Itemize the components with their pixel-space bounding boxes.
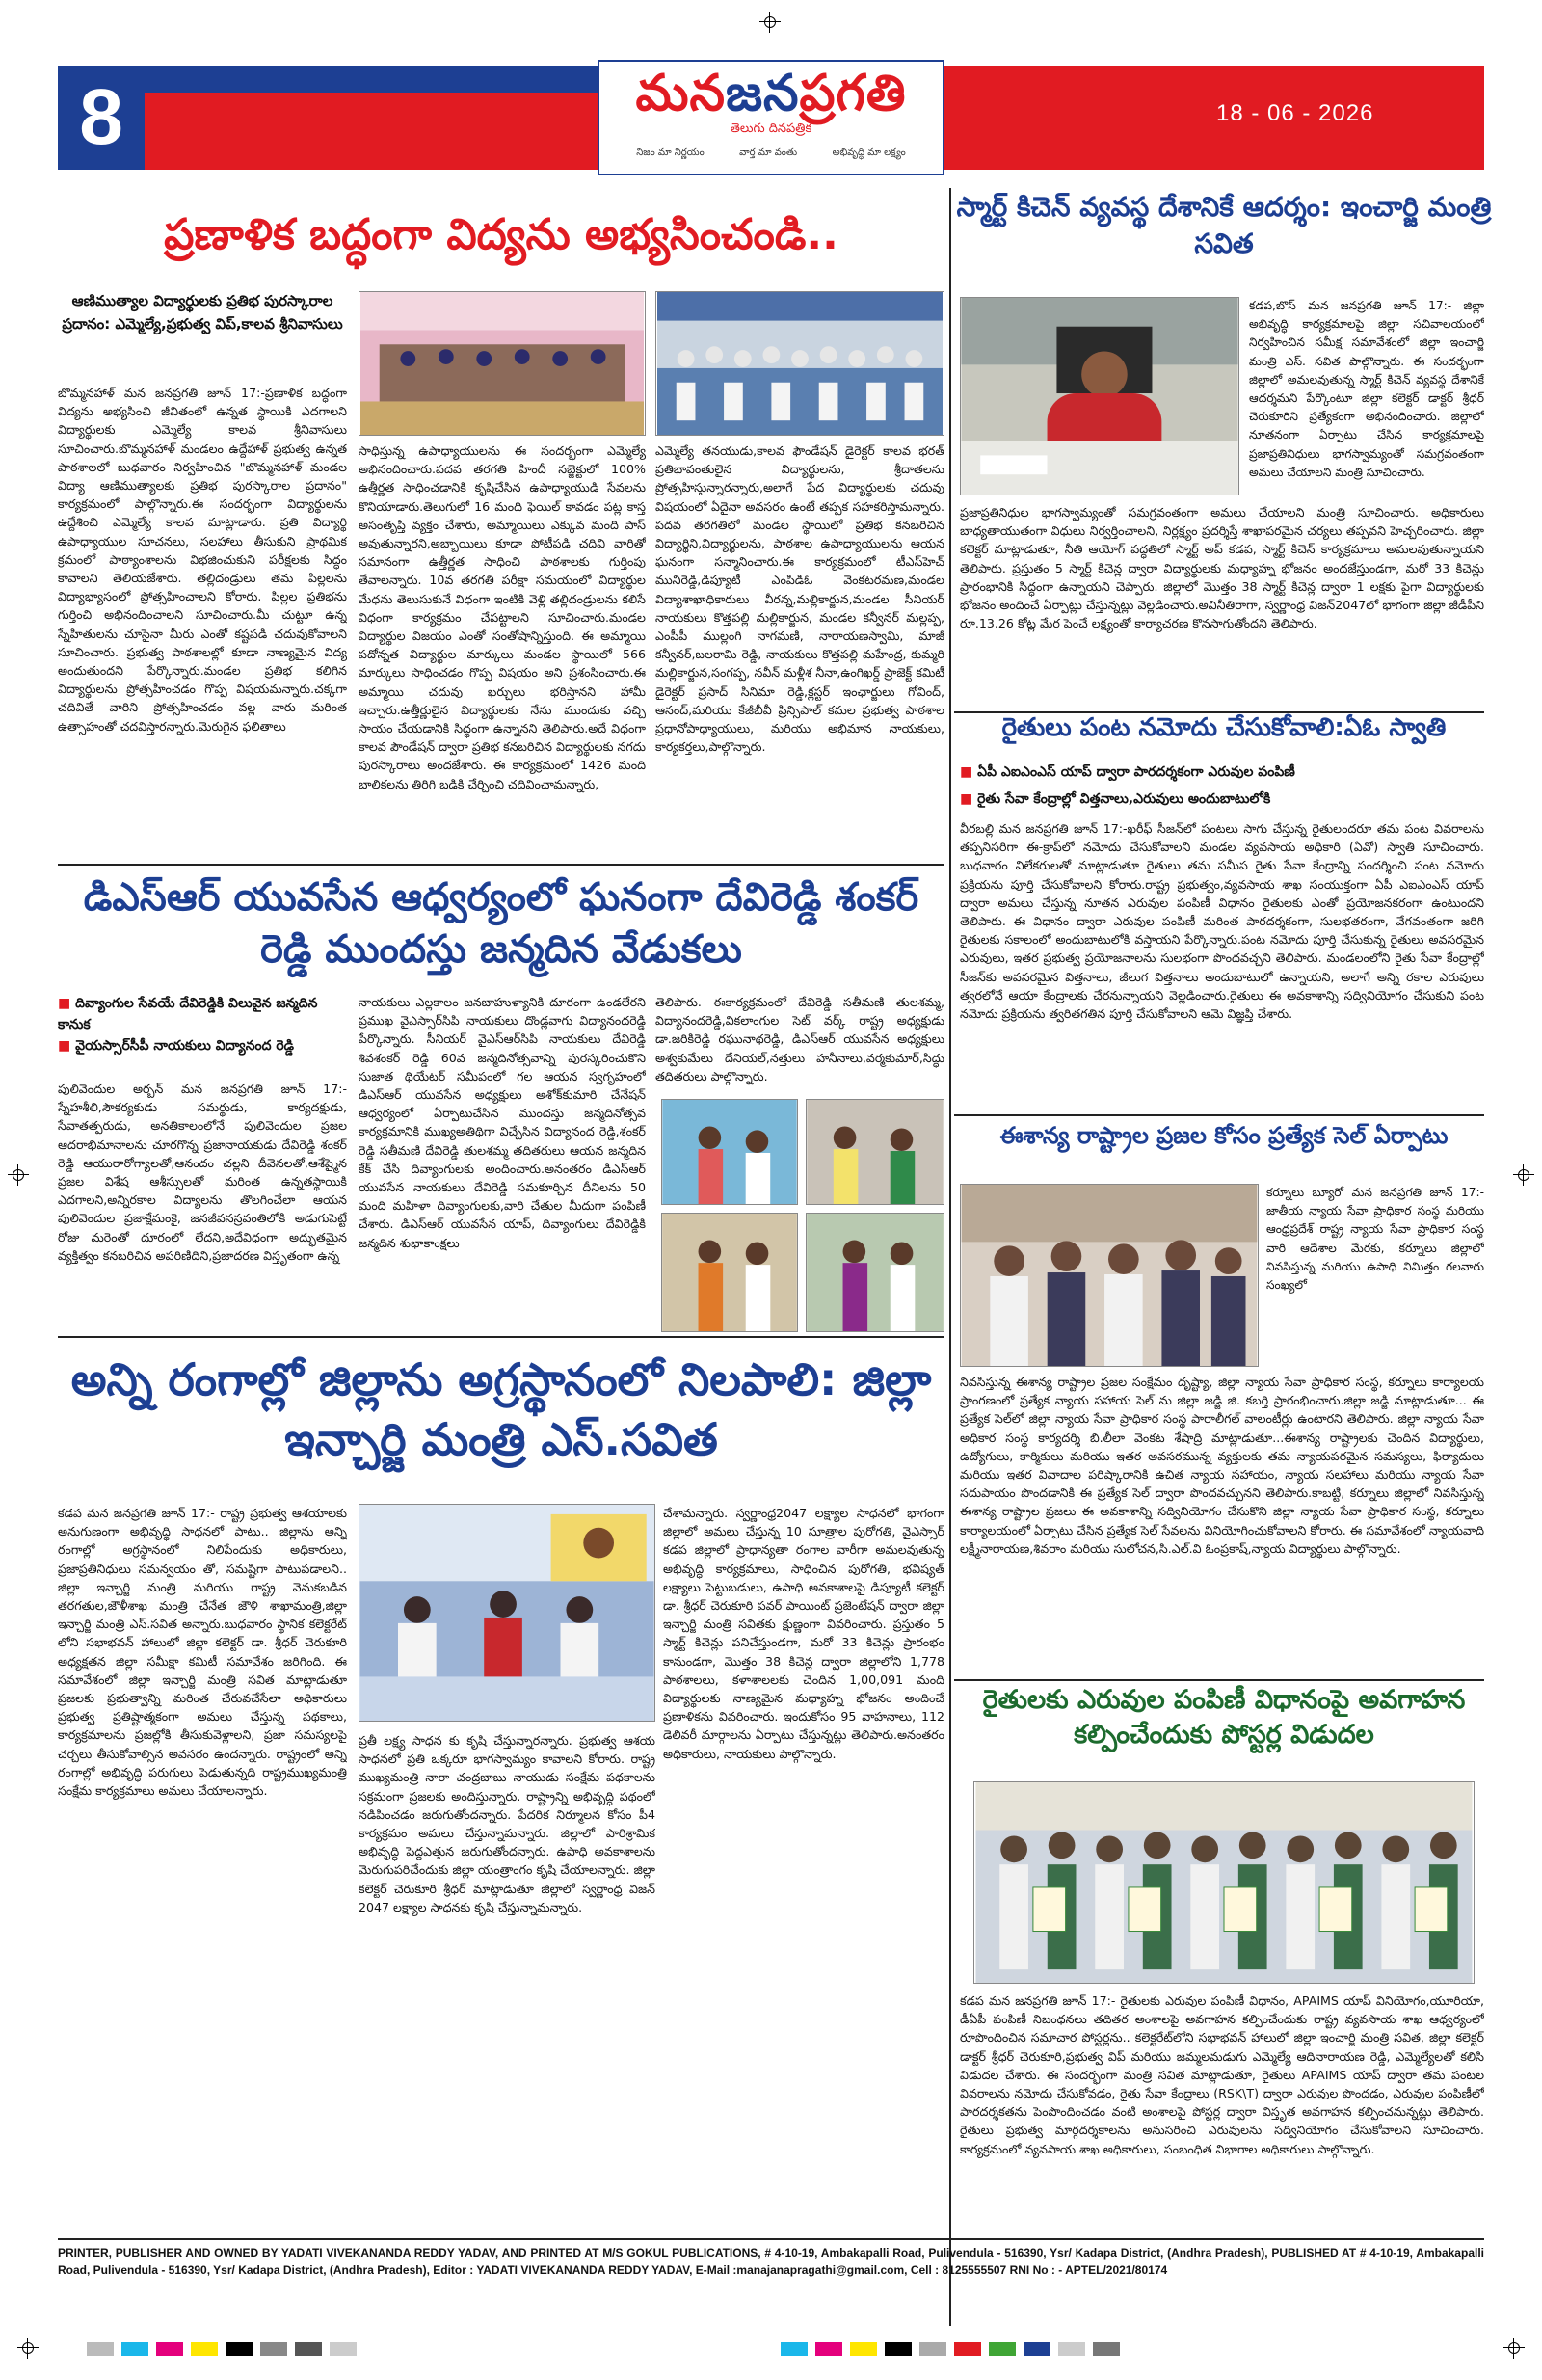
registration-mark: [1513, 1164, 1534, 1186]
article-6-column-2: ప్రతీ లక్ష్య సాధన కు కృషి చేస్తున్నారన్నారు. ప్రభుత్వ ఆశయ సాధనలో ప్రతి ఒక్కరూ భాగస్వామ్యం కావాలని కోరారు. రాష్ట్ర ముఖ్యమంత్రి నారా చంద్రబాబు నాయుడు సంక్షేమ పథకాలను సక్రమంగా ప్రజలకు అందిస్తున్నారు. రాష్ట్రాన్ని అభివృద్ధి పథంలో నడిపించడం జరుగుతోందన్నారు. పేదరిక నిర్మూలన కోసం పీ4 కార్యక్రమం అమలు చేస్తున్నామన్నారు. జిల్లాలో పారిశ్రామిక అభివృద్ధి పెద్దఎత్తున జరుగుతోందన్నారు. ఉపాధి అవకాశాలను మెరుగుపరిచేందుకు జిల్లా యంత్రాంగం కృషి చేయాలన్నారు. జిల్లా కలెక్టర్ చెరుకూరి శ్రీధర్ మాట్లాడుతూ జిల్లాలో స్వర్ణాంధ్ర విజన్ 2047 లక్ష్యాల సాధనకు కృషి చేస్తున్నామన్నారు.: [359, 1733, 655, 1914]
article-divider: [954, 1679, 1484, 1681]
article-6-headline[interactable]: అన్ని రంగాల్లో జిల్లాను అగ్రస్థానంలో నిలపాలి: జిల్లా ఇన్చార్జి మంత్రి ఎస్.సవిత: [70, 1353, 932, 1466]
article-6-column-3: చేశామన్నారు. స్వర్ణాంధ్ర2047 లక్ష్యాల సాధనలో భాగంగా జిల్లాలో అమలు చేస్తున్న 10 సూత్రాల పురోగతి, వైఎస్సార్ కడప జిల్లాలో ప్రాధాన్యతా రంగాల వారీగా అమలవుతున్న అభివృద్ధి కార్యక్రమాలు, సాధించిన పురోగతి, భవిష్యత్ లక్ష్యాలు పెట్టుబడులు, ఉపాధి అవకాశాలపై డిప్యూటీ కలెక్టర్ డా. శ్రీధర్ చెరుకూరి పవర్ పాయింట్ ప్రజెంటేషన్ ద్వారా జిల్లా ఇన్చార్జి మంత్రి సవితకు క్షుణ్ణంగా వివరించారు. ప్రస్తుతం 5 స్మార్ట్ కిచెన్లు పనిచేస్తుండగా, మరో 33 కిచెన్లు ప్రారంభం కానుండగా, మొత్తం 38 కిచెన్ల ద్వారా జిల్లాలోని 1,778 పాఠశాలలు, కళాశాలలకు చెందిన 1,00,091 మంది విద్యార్థులకు నాణ్యమైన మధ్యాహ్న భోజనం అందించే ప్రణాళికను వివరించారు. ఇందుకోసం 95 వాహనాలు, 112 డెలివరీ మార్గాలను ఏర్పాటు చేస్తున్నట్లు తెలిపారు.అనంతరం అధికారులు, నాయకులు పాల్గొన్నారు.: [663, 1506, 944, 1761]
article-4-photo-4: [806, 1213, 944, 1332]
article-7-body: కడప మన జనప్రగతి జూన్ 17:- రైతులకు ఎరువుల పంపిణీ విధానం, APAIMS యాప్ వినియోగం,యూరియా, డీఏపీ పంపిణీ నిబంధనలు తదితర అంశాలపై అవగాహన కల్పించేందుకు రాష్ట్ర వ్యవసాయ శాఖ ఆధ్వర్యంలో రూపొందించిన సమాచార పోస్టర్లను.. కలెక్టరేట్‌లోని సభాభవన్ హాలులో జిల్లా ఇంచార్జి మంత్రి సవిత, జిల్లా కలెక్టర్ డాక్టర్ శ్రీధర్ చెరుకూరి,ప్రభుత్వ విప్ మరియు జమ్మలమడుగు ఎమ్మెల్యే ఆదినారాయణ రెడ్డి, ఎమ్మెల్యేలతో కలిసి విడుదల చేశారు. ఈ సందర్భంగా మంత్రి సవిత మాట్లాడుతూ, రైతులు APAIMS యాప్ ద్వారా తమ పంటల వివరాలను నమోదు చేసుకోవడం, రైతు సేవా కేంద్రాలు (RSK\T) ద్వారా ఎరువుల పొందడం, ఎరువుల పంపిణీలో పారదర్శకతను పెంపొందించడం వంటి అంశాలపై పోస్టర్ల ద్వారా విస్తృత అవగాహన కల్పించనున్నట్లు తెలిపారు. రైతులు ప్రభుత్వ మార్గదర్శకాలను అనుసరించి ఎరువులను సద్వినియోగం చేసుకోవాలని సూచించారు. కార్యక్రమంలో వ్యవసాయ శాఖ అధికారులు, సంబంధిత విభాగాల అధికారులు పాల్గొన్నారు.: [960, 1993, 1484, 2156]
article-1-photo-2: [655, 291, 944, 436]
article-divider: [58, 1336, 944, 1338]
article-1-column-3: ఎమ్మెల్యే తనయుడు,కాలవ ఫౌండేషన్ డైరెక్టర్ కాలవ భరత్ ప్రతిభావంతులైన విద్యార్థులను, శ్రీదాతలను ప్రోత్సహిస్తున్నారన్నారు,అలాగే పేద విద్యార్థులకు చదువు విషయంలో ఏదైనా అవసరం ఉంటే తప్పక సహకరిస్తామన్నారు. పదవ తరగతిలో మండల స్థాయిలో ప్రతిభ కనబరిచిన విద్యార్థిని,విద్యార్థులను, పాఠశాల ఉపాధ్యాయులను ఆయన ఘనంగా సన్మానించారు.ఈ కార్యక్రమంలో టీఎస్‌హెచ్ మునిరెడ్డి,డిప్యూటీ ఎంపిడిఓ వెంకటరమణ,మండల విద్యాశాఖాధికారులు వీరన్న,మల్లికార్జున,మండల సీనియర్ నాయకులు కొత్తపల్లి మల్లికార్జున, మండల కన్వీనర్ మల్లప్ప, ఎంపీపీ ముల్లంగి నాగమణి, నారాయణస్వామి, మాజీ కన్వీనర్,బలరామి రెడ్డి, నాయకులు కొత్తపల్లి మహేంద్ర, కుమ్మరి మల్లికార్జున,సంగప్ప, నవీన్ మళ్లీశ నీనా,ఉంగిఖర్డ్ ప్రాజెక్ట్ కమిటీ డైరెక్టర్ ప్రసాద్ సినిమా రెడ్డి,క్లస్టర్ ఇంఛార్జులు గోవింద్, ఆనంద్,మరియు కేజీబీవీ ప్రిన్సిపాల్ కమల ప్రభుత్వ పాఠశాల ప్రధానోపాధ్యాయులు, మరియు అభిమాన నాయకులు, కార్యకర్తలు,పాల్గొన్నారు.: [655, 443, 944, 755]
newspaper-logo[interactable]: మనజనప్రగతి తెలుగు దినపత్రిక నిజం మా నిర్ణయం వార్త మా వంతు అభివృద్ధి మా లక్ష్యం: [598, 60, 944, 175]
article-2-body: ప్రజాప్రతినిధుల భాగస్వామ్యంతో సమగ్రవంతంగా అమలు చేయాలని మంత్రి సూచించారు. అధికారులు బాధ్యతాయుతంగా విధులు నిర్వర్తించాలని, నిర్లక్ష్యం ప్రదర్శిస్తే శాఖాపరమైన చర్యలు తప్పవని హెచ్చరించారు. జిల్లా కలెక్టర్ మాట్లాడుతూ, నీతి ఆయోగ్ పద్ధతిలో స్మార్ట్ అప్ కడప, స్మార్ట్ కిచెన్ కార్యక్రమాలు అమలవుతున్నాయని తెలిపారు. ప్రస్తుతం 5 స్మార్ట్ కిచెన్ల ద్వారా విద్యార్థులకు మధ్యాహ్న భోజనం అందజేస్తుండగా, మరో 33 కిచెన్లు ప్రారంభానికి సిద్ధంగా ఉన్నాయని చెప్పారు. జిల్లాలో మొత్తం 38 స్మార్ట్ కిచెన్ల ద్వారా 1 లక్షకు పైగా విద్యార్థులకు భోజనం అందించే ఏర్పాట్లు చేస్తున్నట్లు వెల్లడించారు.అవినీతిరాగా, స్వర్ణాంధ్ర విజన్2047లో భాగంగా జిల్లా జీడీపీని రూ.13.26 కోట్ల మేర పెంచే లక్ష్యంతో కార్యాచరణ కొనసాగుతోందని తెలిపారు.: [960, 505, 1484, 631]
registration-mark: [1503, 2338, 1525, 2359]
registration-mark: [8, 1164, 29, 1186]
article-1-photo-1: [359, 291, 646, 436]
page-number: 8: [58, 66, 145, 170]
article-4-headline[interactable]: డిఎస్ఆర్ యువసేన ఆధ్వర్యంలో ఘనంగా దేవిరెడ్డి శంకర్ రెడ్డి ముందస్తు జన్మదిన వేడుకలు: [83, 875, 919, 972]
masthead-band-left-red: [145, 93, 598, 170]
article-5-body: నివసిస్తున్న ఈశాన్య రాష్ట్రాల ప్రజల సంక్షేమం దృష్ట్యా, జిల్లా న్యాయ సేవా ప్రాధికార సంస్థ, కర్నూలు కార్యాలయ ప్రాంగణంలో ప్రత్యేక న్యాయ సహాయ సెల్ ను జిల్లా జడ్జి జి. కబర్తి ప్రారంభించారు.జిల్లా జడ్జి మాట్లాడుతూ... ఈ ప్రత్యేక సెల్‌లో జిల్లా న్యాయ సేవా ప్రాధికార సంస్థ పారాలీగల్ వాలంటీర్లు ఉంటారని తెలిపారు. జిల్లా న్యాయ సేవా అధికార సంస్థ కార్యదర్శి బి.లీలా వెంకట శేషాద్రి మాట్లాడుతూ...ఈశాన్య రాష్ట్రాలకు చెందిన విద్యార్థులు, ఉద్యోగులు, కార్మికులు మరియు ఇతర అవసరమున్న వ్యక్తులకు తమ న్యాయపరమైన సమస్యలు, ఫిర్యాదులు మరియు ఇతర వివాదాల పరిష్కారానికి ఉచిత న్యాయ సహాయం, న్యాయ సలహాలు మరియు న్యాయ సేవా సదుపాయం పొందడానికి ఈ ప్రత్యేక సెల్ ద్వారా పొందవచ్చునని తెలిపారు.కాబట్టి, కర్నూలు జిల్లాలో నివసిస్తున్న ఈశాన్య రాష్ట్రాల ప్రజలు ఈ అవకాశాన్ని సద్వినియోగం చేసుకొని జిల్లా న్యాయ సేవా ప్రాధికార సంస్థ, కర్నూలు కార్యాలయంలో ఏర్పాటు చేసిన ప్రత్యేక సెల్ సేవలను వినియోగించుకోవాలని కోరారు. ఈ సమావేశంలో న్యాయవాది లక్ష్మీనారాయణ,శివరాం మరియు సులోచన,సి.ఎల్.వి ఓంప్రకాష్,న్యాయ విద్యార్థులు పాల్గొన్నారు.: [960, 1375, 1484, 1556]
article-6-photo: [359, 1504, 655, 1722]
logo-tagline: నిజం మా నిర్ణయం వార్త మా వంతు అభివృద్ధి మా లక్ష్యం: [636, 147, 906, 158]
footer-divider: [58, 2238, 1484, 2240]
article-3-body: వీరబల్లి మన జనప్రగతి జూన్ 17:-ఖరీఫ్ సీజన్‌లో పంటలు సాగు చేస్తున్న రైతులందరూ తమ పంట వివరాలను తప్పనిసరిగా ఈ-క్రాప్‌లో నమోదు చేసుకోవాలని మండల వ్యవసాయ అధికారి (ఏవో) స్వాతి సూచించారు. బుధవారం విలేకరులతో మాట్లాడుతూ రైతులు తమ సమీప రైతు సేవా కేంద్రాన్ని సందర్శించి పంట నమోదు ప్రక్రియను పూర్తి చేసుకోవాలని కోరారు.రాష్ట్ర ప్రభుత్వం,వ్యవసాయ శాఖ సంయుక్తంగా ఏపీ ఎఐఎంఎస్ యాప్ ద్వారా అమలు చేస్తున్న నూతన ఎరువుల పంపిణీ విధానం రైతులకు ఎంతో ప్రయోజనకరంగా ఉంటుందని తెలిపారు. ఈ విధానం ద్వారా ఎరువుల పంపిణీ మరింత పారదర్శకంగా, సులభతరంగా, వేగవంతంగా జరిగి రైతులకు సకాలంలో అందుబాటులోకి వస్తాయని పేర్కొన్నారు.పంట నమోదు పూర్తి చేసుకున్న రైతులు అవసరమైన ఎరువులు, ఇతర ప్రభుత్వ ప్రయోజనాలను సులభంగా పొందవచ్చని తెలిపారు. మండలంలోని రైతు సేవా కేంద్రాల్లో సీజన్‌కు అవసరమైన విత్తనాలు, జీలుగ విత్తనాలు అందుబాటులో ఉన్నాయని, అలాగే అన్ని రకాల ఎరువులు త్వరలోనే ఆయా కేంద్రాలకు చేరనున్నాయని వెల్లడించారు.రైతులు ఈ అవకాశాన్ని సద్వినియోగం చేసుకుని పంట నమోదు ప్రక్రియను త్వరితగతిన పూర్తి చేసుకోవాలని ఆమె విజ్ఞప్తి చేశారు.: [960, 821, 1484, 1022]
article-6-column-1: కడప మన జనప్రగతి జూన్ 17:- రాష్ట్ర ప్రభుత్వ ఆశయాలకు అనుగుణంగా అభివృద్ధి సాధనలో పాటు.. జిల్లాను అన్ని రంగాల్లో అగ్రస్థానంలో నిలిపేందుకు అధికారులు, ప్రజాప్రతినిధులు సమన్వయం తో, సమష్టిగా పాటుపడాలని.. జిల్లా ఇన్చార్జి మంత్రి మరియు రాష్ట్ర వెనుకబడిన తరగతుల,జౌళీశాఖ మంత్రి చేనేత జౌళి శాఖామంత్రి,జిల్లా ఇన్చార్జి మంత్రి ఎస్.సవిత అన్నారు.బుధవారం స్థానిక కలెక్టరేట్ లోని సభాభవన్ హాలులో జిల్లా కలెక్టర్ డా. శ్రీధర్ చెరుకూరి అధ్యక్షతన జిల్లా సమీక్షా కమిటీ సమావేశం జరిగింది. ఈ సమావేశంలో జిల్లా ఇన్చార్జి మంత్రి సవిత మాట్లాడుతూ ప్రజలకు ప్రభుత్వాన్ని మరింత చేరువచేసేలా అధికారులు ప్రభుత్వ ప్రతిష్టాత్మకంగా అమలు చేస్తున్న పథకాలు, కార్యక్రమాలను ప్రజల్లోకి తీసుకువెళ్లాలని, ప్రజా సమస్యలపై చర్చలు తీసుకోవాల్సిన అవసరం ఉందన్నారు. రాష్ట్రంలో అన్ని రంగాల్లో అభివృద్ధి పరుగులు పెడుతున్నది రాష్ట్రముఖ్యమంత్రి సంక్షేమ కార్యక్రమాలు అమలు చేయాలన్నారు.: [58, 1506, 347, 1799]
imprint-footer: PRINTER, PUBLISHER AND OWNED BY YADATI VIVEKANANDA REDDY YADAV, AND PRINTED AT M/S GOKUL PUBLICATIONS, # 4-10-19, Ambakapalli Road, Pulivendula - 516390, Ysr/ Kadapa District, (Andhra Pradesh), PUBLISHED AT # 4-10-19, Ambakapalli Road, Pulivendula - 516390, Ysr/ Kadapa District, (Andhra Pradesh), Editor : YADATI VIVEKANANDA REDDY YADAV, E-Mail :manajanapragathi@gmail.com, Cell : 8125555507 RNI No : - APTEL/2021/80174: [58, 2246, 1484, 2277]
article-4-column-2: నాయకులు ఎల్లకాలం జనబాహుళ్యానికి దూరంగా ఉండలేరని ప్రముఖ వైఎస్సార్‌సిపి నాయకులు దొండ్లవాగు విద్యానందరెడ్డి పేర్కొన్నారు. సీనియర్ వైఎస్‌ఆర్‌సిపి నాయకులు దేవిరెడ్డి శివశంకర్ రెడ్డి 60వ జన్మదినోత్సవాన్ని పురస్కరించుకొని సుజాత థియేటర్ సమీపంలో గల ఆయన స్వగృహంలో డిఎస్‌ఆర్ యువసేన అధ్యక్షులు అశోక్‌కుమారి చేనేషన్ ఆధ్వర్యంలో ఏర్పాటుచేసిన ముందస్తు జన్మదినోత్సవ కార్యక్రమానికి ముఖ్యఅతిథిగా విచ్చేసిన విద్యానంద రెడ్డి,శంకర్ రెడ్డి సతీమణి దేవిరెడ్డి తులశమ్మ తదితరులు ఆయన జన్మదిన కేక్ చేసి దివ్యాంగులకు అందించారు.అనంతరం డిఎస్ఆర్ యువసేన నాయకులు దేవిరెడ్డి సమకూర్చిన దీనిలను 50 మంది మహిళా దివ్యాంగులకు,వారి చేతుల మీదుగా పంపిణీ చేశారు. డిఎస్ఆర్ యువసేన యాప్, దివ్యాంగులు దేవిరెడ్డికి జన్మదిన శుభాకాంక్షలు: [359, 995, 646, 1250]
article-4-photo-3: [661, 1213, 798, 1332]
article-5-headline[interactable]: ఈశాన్య రాష్ట్రాల ప్రజల కోసం ప్రత్యేక సెల్ ఏర్పాటు: [999, 1122, 1449, 1149]
article-4-photo-1: [661, 1099, 798, 1205]
article-3-headline[interactable]: రైతులు పంట నమోదు చేసుకోవాలి:ఏఓ స్వాతి: [1001, 713, 1447, 742]
article-4-column-1: పులివెందుల అర్బన్ మన జనప్రగతి జూన్ 17:-స్నేహశీలి,సౌకర్యకుడు సమర్థుడు, కార్యదక్షుడు, సేవాతత్పరుడు, అనతికాలంలోనే పులివెందుల ప్రజల ఆదరాభిమానాలను చూరగొన్న ప్రజానాయకుడు దేవిరెడ్డి శంకర్ రెడ్డి ఆయురారోగ్యాలతో,ఆనందం చల్లని దీవెనలతో,ఆశేష్మైన ప్రజల విశేష ఆశీస్సులతో మరింత ఉన్నతస్థాయికి ఎదగాలని,అన్నిరకాల విద్యాలను తొలగించేలా ఆయన పులివెందుల ప్రజాక్షేమంకై, జనజీవనస్రవంతిలోకి అడుగుపెట్టే రోజు మరెంతో దూరంలో లేదని,అదేవిధంగా అద్భుతమైన వ్యక్తిత్వం కనబరిచిన అపరిణిదిని,ప్రజాదరణ విస్తృతంగా ఉన్న: [58, 1082, 347, 1263]
article-2-headline[interactable]: స్మార్ట్ కిచెన్ వ్యవస్థ దేశానికే ఆదర్శం: ఇంచార్జి మంత్రి సవిత: [956, 191, 1492, 259]
article-4-photo-2: [806, 1099, 944, 1205]
article-divider: [58, 864, 944, 866]
article-3-bullet-1: ■ ఏపీ ఎఐఎంఎస్ యాప్ ద్వారా పారదర్శకంగా ఎరువుల పంపిణీ: [960, 764, 1295, 780]
article-2-photo: [960, 297, 1239, 495]
color-bar-right: [781, 2342, 1120, 2356]
registration-mark: [17, 2338, 39, 2359]
article-3-bullet-2: ■ రైతు సేవా కేంద్రాల్లో విత్తనాలు,ఎరువులు అందుబాటులోకి: [960, 791, 1271, 807]
article-5-photo: [960, 1184, 1259, 1367]
issue-date: 18 - 06 - 2026: [1216, 100, 1374, 126]
article-1-headline[interactable]: ప్రణాళిక బద్ధంగా విద్యను అభ్యసించండి..: [164, 210, 838, 259]
article-divider: [954, 1114, 1484, 1116]
logo-subtitle: తెలుగు దినపత్రిక: [730, 121, 812, 136]
article-4-column-3: తెలిపారు. ఈకార్యక్రమంలో దేవిరెడ్డి సతీమణి తులశమ్మ, విద్యానందరెడ్డి,వికలాంగుల సెట్ వర్క్ రాష్ట్ర అధ్యక్షుడు డా.జరికిరెడ్డి రఘునాథరెడ్డి, డిఎస్ఆర్ యువసేన అధ్యక్షులు అశ్వకుమేలు దేనియల్,నత్తులు హనీనాలు,వర్మకుమార్,సిద్ధు తదితరులు పాల్గొన్నారు.: [655, 995, 944, 1083]
masthead-band-right: [944, 66, 1484, 170]
article-4-bullet-1: ■ దివ్యాంగుల సేవయే దేవిరెడ్డికి విలువైన జన్మదిన కానుక: [58, 996, 318, 1032]
article-7-photo: [973, 1781, 1475, 1984]
article-1-column-2: సాధిస్తున్న ఉపాధ్యాయులను ఈ సందర్భంగా ఎమ్మెల్యే అభినందించారు.పదవ తరగతి హిందీ సబ్జెక్టులో 100% ఉత్తీర్ణత సాధించడానికి కృషిచేసిన ఉపాధ్యాయుడి సేవలను కొనియాడారు.తెలుగులో 16 మంది ఫెయిల్ కావడం పట్ల కాస్త అసంతృప్తి వ్యక్తం చేశారు, అమ్మాయిలు ఎక్కువ మంది పాస్ అవుతున్నారని,అబ్బాయిలు కూడా పోటీపడి చదివి వారితో సమానంగా ఉత్తీర్ణత సాధించి పాఠశాలకు గుర్తింపు తేవాలన్నారు. 10వ తరగతి పరీక్షా సమయంలో విద్యార్థుల మేధను తెలుసుకునే విధంగా ఇంటికి వెళ్లి తల్లిదండ్రులను కలిసే విధంగా కార్యక్రమం చేపట్టాలని సూచించారు.మండల విద్యార్థుల విజయం ఎంతో సంతోషాన్నిస్తుంది. ఈ అమ్మాయి పదోన్నత విద్యార్థుల మార్కులు మండల స్థాయిలో 566 మార్కులు సాధించడం గొప్ప విషయం అని ప్రశంసించారు.ఈ అమ్మాయి చదువు ఖర్చులు భరిస్తానని హామీ ఇచ్చారు.ఉత్తీర్ణులైన విద్యార్థులకు నేను ముందుకు వచ్చి సాయం చేయడానికి సిద్ధంగా ఉన్నానని తెలిపారు.అదే విధంగా కాలవ పౌండేషన్ ద్వారా ప్రతిభ కనబరిచిన విద్యార్థులకు నగదు పురస్కారాలు అందజేశారు. ఈ కార్యక్రమంలో 1426 మంది బాలికలను తిరిగి బడికి చేర్చించి చదివించామన్నారు,: [359, 443, 646, 791]
article-4-bullet-2: ■ వైయస్సార్‌సీపీ నాయకులు విద్యానంద రెడ్డి: [58, 1038, 295, 1054]
registration-mark: [759, 12, 781, 33]
article-7-headline[interactable]: రైతులకు ఎరువుల పంపిణీ విధానంపై అవగాహన కల్పించేందుకు పోస్టర్ల విడుదల: [982, 1685, 1466, 1751]
column-divider: [949, 188, 951, 2326]
article-1-subheadline: ఆణిముత్యాల విద్యార్థులకు ప్రతిభ పురస్కారాల ప్రదానం: ఎమ్మెల్యే,ప్రభుత్వ విప్,కాలవ శ్రీనివాసులు: [62, 292, 343, 333]
article-2-side-text: కడప,బొస్ మన జనప్రగతి జూన్ 17:- జిల్లా అభివృద్ధి కార్యక్రమాలపై జిల్లా సచివాలయంలో నిర్వహించిన సమీక్ష సమావేశంలో జిల్లా ఇంచార్జి మంత్రి ఎస్. సవిత పాల్గొన్నారు. ఈ సందర్భంగా జిల్లాలో అమలవుతున్న స్మార్ట్ కిచెన్ వ్యవస్థ దేశానికే ఆదర్శమని పేర్కొంటూ జిల్లా కలెక్టర్ డాక్టర్ శ్రీధర్ చెరుకూరిని ప్రత్యేకంగా అభినందించారు. జిల్లాలో నూతనంగా ఏర్పాటు చేసిన కార్యక్రమాలపై ప్రజాప్రతినిధులు భాగస్వామ్యంతో సమగ్రవంతంగా అమలు చేయాలని మంత్రి సూచించారు.: [1249, 299, 1484, 479]
color-bar-left: [87, 2342, 357, 2356]
article-5-side-text: కర్నూలు బ్యూరో మన జనప్రగతి జూన్ 17:-జాతీయ న్యాయ సేవా ప్రాధికార సంస్థ మరియు ఆంధ్రప్రదేశ్ రాష్ట్ర న్యాయ సేవా ప్రాధికార సంస్థ వారి ఆదేశాల మేరకు, కర్నూలు జిల్లాలో నివసిస్తున్న మరియు ఉపాధి నిమిత్తం గలవారు సంఖ్యలో: [1266, 1186, 1484, 1293]
article-1-column-1: బొమ్మనహాళ్ మన జనప్రగతి జూన్ 17:-ప్రణాళిక బద్ధంగా విద్యను అభ్యసించి జీవితంలో ఉన్నత స్థాయికి ఎదగాలని విద్యార్థులకు ఎమ్మెల్యే కాలవ శ్రీనివాసులు సూచించారు.బొమ్మనహాళ్ మండలం ఉద్దేహాళ్ ప్రభుత్వ ఉన్నత పాఠశాలలో బుధవారం నిర్వహించిన "బొమ్మనహాళ్ మండల విద్యా ఆణిముత్యాలకు ప్రతిభ పురస్కారాల ప్రదానం" కార్యక్రమంలో పాల్గొన్నారు.ఈ సందర్భంగా విద్యార్థులను ఉద్దేశించి ఎమ్మెల్యే కాలవ మాట్లాడారు. ప్రతి విద్యార్థి ఉపాధ్యాయుల సూచనలు, సలహాలు తీసుకుని ప్రాథమిక క్రమంలో పాఠ్యాంశాలను విభజించుకుని పరీక్షలకు సిద్ధం కావాలని తెలియజేశారు. తల్లిదండ్రులు తమ పిల్లలను విద్యాభ్యాసంలో ప్రోత్సహించాలని కోరారు. పిల్లల ప్రతిభను గుర్తించి అభినందించాలని సూచించారు.మీ చుట్టూ ఉన్న స్నేహితులను చూసైనా మీరు ఎంతో కష్టపడి చదువుకోవాలని సూచించారు. ప్రభుత్వ పాఠశాలల్లో కూడా నాణ్యమైన విద్య అందుతుందని పేర్కొన్నారు.మండల ప్రతిభ కలిగిన విద్యార్థులను ప్రోత్సహించడం గొప్ప విషయమన్నారు.చక్కగా చదివితే వారిని ప్రోత్సహించడం వల్ల వారు మరింత ఉత్సాహంతో చదవిస్తారన్నారు.మెరుగైన ఫలితాలు: [58, 386, 347, 734]
